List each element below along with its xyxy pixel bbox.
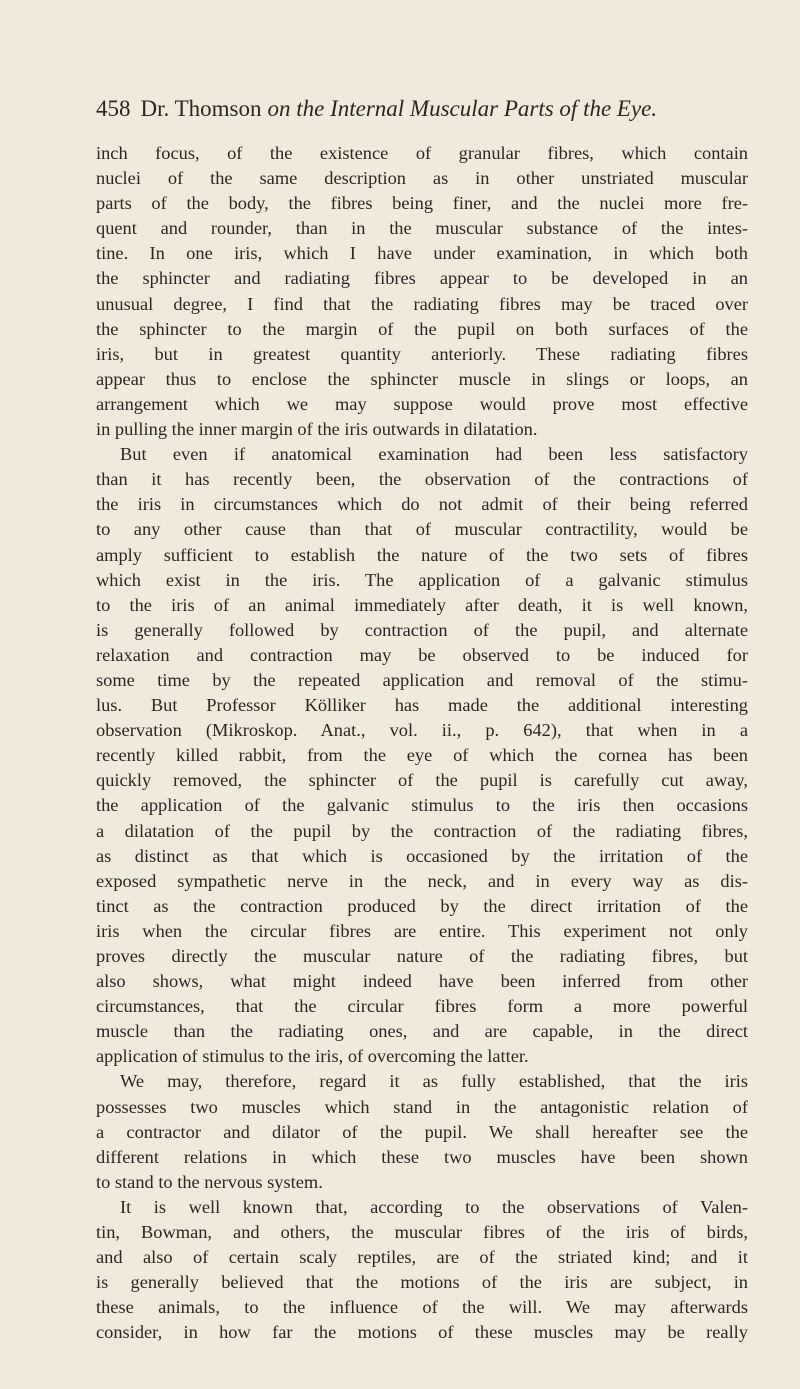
text-line: observation (Mikroskop. Anat., vol. ii., p. 642), that when in a: [96, 720, 748, 741]
text-line: is generally followed by contraction of the pupil, and alternate: [96, 619, 748, 640]
text-line: the sphincter to the margin of the pupil on both surfaces of the: [96, 318, 748, 339]
text-line: in pulling the inner margin of the iris outwards in dilatation.: [96, 419, 538, 440]
text-line: which exist in the iris. The application of a galvanic stimulus: [96, 569, 748, 590]
text-line: these animals, to the influence of the will. We may afterwards: [96, 1297, 748, 1318]
text-line: parts of the body, the fibres being finer, and the nuclei more fre-: [96, 193, 748, 214]
text-line: as distinct as that which is occasioned by the irritation of the: [96, 845, 748, 866]
text-line: different relations in which these two muscles have been shown: [96, 1146, 748, 1167]
text-line: quent and rounder, than in the muscular substance of the intes-: [96, 218, 748, 239]
running-head-title: on the Internal Muscular Parts of the Eye.: [267, 96, 658, 121]
text-line: the sphincter and radiating fibres appear to be developed in an: [96, 268, 748, 289]
text-line: a contractor and dilator of the pupil. We shall hereafter see the: [96, 1121, 748, 1142]
text-line: tine. In one iris, which I have under examination, in which both: [96, 243, 748, 264]
text-line: possesses two muscles which stand in the antagonistic relation of: [96, 1096, 748, 1117]
text-line: a dilatation of the pupil by the contraction of the radiating fibres,: [96, 820, 748, 841]
text-line: It is well known that, according to the observations of Valen-: [120, 1196, 748, 1217]
text-line: But even if anatomical examination had been less satisfactory: [120, 444, 748, 465]
text-line: lus. But Professor Kölliker has made the additional interesting: [96, 695, 748, 716]
text-line: is generally believed that the motions of the iris are subject, in: [96, 1272, 748, 1293]
text-line: appear thus to enclose the sphincter muscle in slings or loops, an: [96, 368, 748, 389]
text-line: to stand to the nervous system.: [96, 1171, 323, 1192]
text-line: quickly removed, the sphincter of the pupil is carefully cut away,: [96, 770, 748, 791]
text-line: consider, in how far the motions of these muscles may be really: [96, 1322, 748, 1343]
text-line: iris, but in greatest quantity anteriorly. These radiating fibres: [96, 343, 748, 364]
text-line: tinct as the contraction produced by the direct irritation of the: [96, 895, 748, 916]
text-line: iris when the circular fibres are entire. This experiment not only: [96, 920, 748, 941]
text-line: and also of certain scaly reptiles, are of the striated kind; and it: [96, 1247, 748, 1268]
text-line: some time by the repeated application and removal of the stimu-: [96, 669, 748, 690]
text-line: arrangement which we may suppose would prove most effective: [96, 393, 748, 414]
text-line: relaxation and contraction may be observed to be induced for: [96, 644, 748, 665]
text-line: application of stimulus to the iris, of overcoming the latter.: [96, 1046, 529, 1067]
text-line: tin, Bowman, and others, the muscular fibres of the iris of birds,: [96, 1222, 748, 1243]
text-line: recently killed rabbit, from the eye of which the cornea has been: [96, 745, 748, 766]
text-line: exposed sympathetic nerve in the neck, and in every way as dis-: [96, 870, 748, 891]
body-text: [96, 141, 748, 1346]
page-number: 458: [96, 96, 131, 121]
text-line: amply sufficient to establish the nature of the two sets of fibres: [96, 544, 748, 565]
running-head: [96, 94, 756, 124]
text-line: proves directly the muscular nature of the radiating fibres, but: [96, 946, 748, 966]
text-line: nuclei of the same description as in other unstriated muscular: [96, 168, 748, 189]
text-line: than it has recently been, the observation of the contractions of: [96, 469, 748, 490]
text-line: also shows, what might indeed have been inferred from other: [96, 971, 748, 992]
text-line: the iris in circumstances which do not admit of their being referred: [96, 494, 748, 515]
text-line: the application of the galvanic stimulus to the iris then occasions: [96, 795, 748, 816]
text-line: unusual degree, I find that the radiating fibres may be traced over: [96, 293, 748, 314]
text-line: We may, therefore, regard it as fully established, that the iris: [120, 1071, 748, 1092]
text-line: inch focus, of the existence of granular fibres, which contain: [96, 143, 748, 163]
text-line: to any other cause than that of muscular contractility, would be: [96, 519, 748, 540]
text-line: muscle than the radiating ones, and are capable, in the direct: [96, 1021, 748, 1042]
text-line: circumstances, that the circular fibres form a more powerful: [96, 996, 748, 1017]
running-head-author: Dr. Thomson: [140, 96, 262, 121]
text-line: to the iris of an animal immediately after death, it is well known,: [96, 594, 748, 615]
